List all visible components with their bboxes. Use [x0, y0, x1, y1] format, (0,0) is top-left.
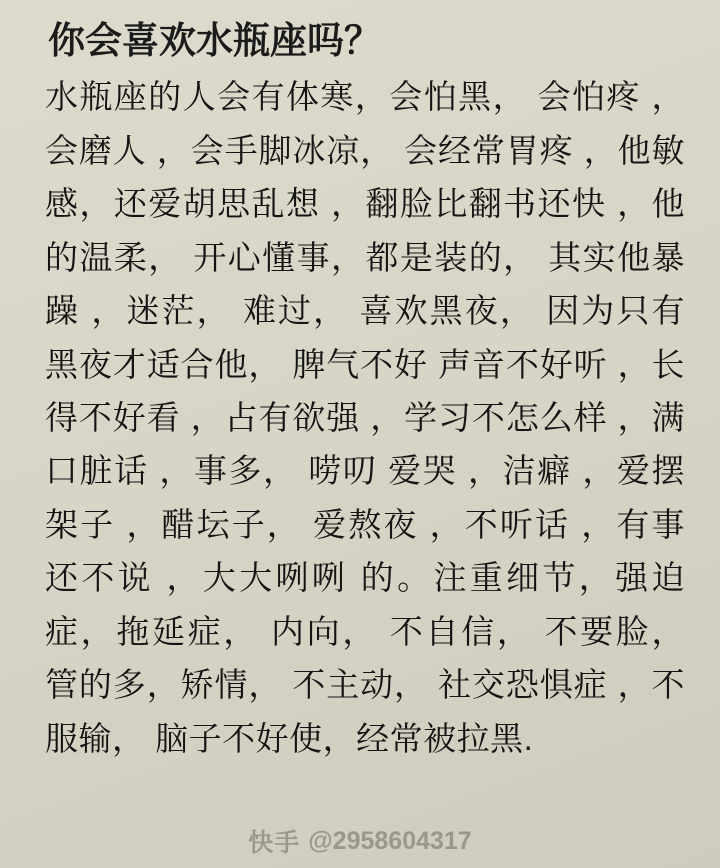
watermark-app-label: 快手 — [248, 829, 301, 857]
watermark-user-id: @2958604317 — [308, 826, 472, 855]
watermark — [0, 814, 720, 868]
article-body: 水瓶座的人会有体寒，会怕黑， 会怕疼 ， 会磨人 ，会手脚冰凉， 会经常胃疼 ，他敏感，还爱胡思乱想 ，翻脸比翻书还快 ，他的温柔， 开心懂事，都是装的， 其实他暴躁 ，迷茫， 难过， 喜欢黑夜， 因为只有黑夜才适合他， 脾气不好 声音不好听 ，长得不好看 ，占有欲强 ，学习不怎么样 ，满口脏话 ，事多， 唠叨 爱哭 ，洁癖 ，爱摆架子 ，醋坛子， 爱熬夜 ，不听话 ，有事还不说 ，大大咧咧 的。注重细节，强迫症，拖延症， 内向， 不自信， 不要脸， 管的多，矫情， 不主动， 社交恐惧症 ，不服输， 脑子不好使，经常被拉黑. — [45, 78, 685, 757]
page-title: 你会喜欢水瓶座吗？ — [48, 20, 381, 61]
